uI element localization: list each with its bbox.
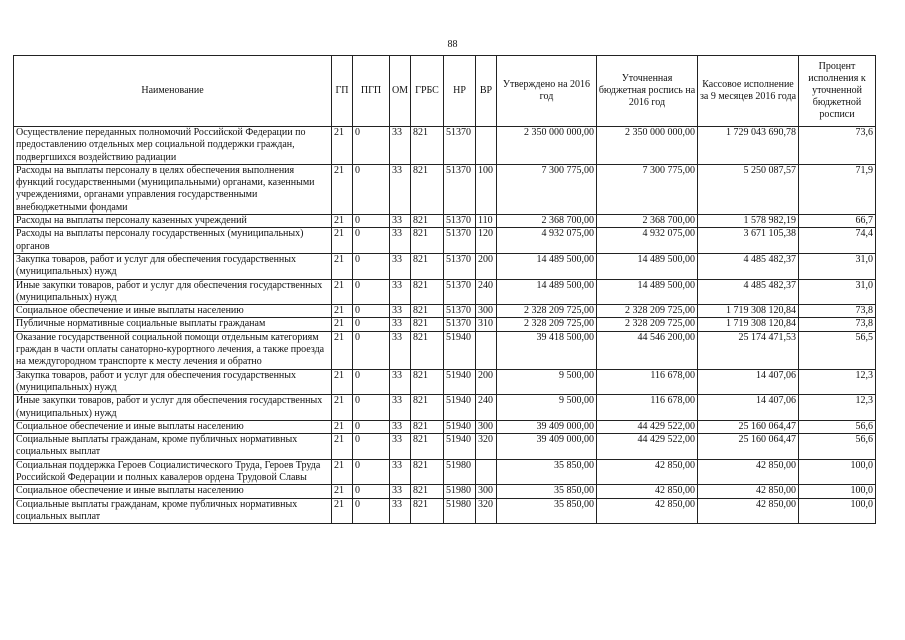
cell-name: Иные закупки товаров, работ и услуг для обеспечения государственных (муниципальных) нужд (14, 279, 332, 305)
cell-cash: 4 485 482,37 (698, 253, 799, 279)
cell-vr: 200 (476, 253, 497, 279)
cell-nr: 51370 (444, 228, 476, 254)
cell-cash: 1 719 308 120,84 (698, 305, 799, 318)
cell-vr: 240 (476, 395, 497, 421)
cell-percent: 66,7 (799, 215, 876, 228)
cell-nr: 51370 (444, 253, 476, 279)
cell-gp: 21 (332, 215, 353, 228)
table-row (14, 498, 876, 524)
cell-pgp: 0 (353, 485, 390, 498)
cell-approved: 35 850,00 (497, 459, 597, 485)
header-pgp: ПГП (353, 56, 390, 127)
cell-approved: 39 418 500,00 (497, 331, 597, 369)
cell-refined: 14 489 500,00 (597, 279, 698, 305)
cell-cash: 1 578 982,19 (698, 215, 799, 228)
cell-refined: 44 546 200,00 (597, 331, 698, 369)
cell-refined: 14 489 500,00 (597, 253, 698, 279)
cell-pgp: 0 (353, 434, 390, 460)
cell-om: 33 (390, 420, 411, 433)
cell-vr: 320 (476, 434, 497, 460)
cell-name: Социальное обеспечение и иные выплаты населению (14, 485, 332, 498)
cell-om: 33 (390, 318, 411, 331)
cell-gp: 21 (332, 434, 353, 460)
cell-approved: 2 350 000 000,00 (497, 127, 597, 165)
cell-om: 33 (390, 228, 411, 254)
cell-name: Социальные выплаты гражданам, кроме публичных нормативных социальных выплат (14, 498, 332, 524)
cell-grbs: 821 (411, 485, 444, 498)
cell-approved: 2 328 209 725,00 (497, 305, 597, 318)
cell-approved: 9 500,00 (497, 369, 597, 395)
cell-gp: 21 (332, 395, 353, 421)
cell-vr: 120 (476, 228, 497, 254)
cell-nr: 51370 (444, 127, 476, 165)
cell-grbs: 821 (411, 420, 444, 433)
cell-pgp: 0 (353, 318, 390, 331)
table-row (14, 228, 876, 254)
cell-refined: 2 368 700,00 (597, 215, 698, 228)
cell-pgp: 0 (353, 331, 390, 369)
table-header-row (14, 56, 876, 127)
cell-name: Расходы на выплаты персоналу в целях обеспечения выполнения функций государственными (муниципальными) органами, казенными учреждениями, органами управления государственными внебюджетными фондами (14, 164, 332, 214)
cell-percent: 12,3 (799, 369, 876, 395)
cell-gp: 21 (332, 228, 353, 254)
cell-gp: 21 (332, 305, 353, 318)
cell-refined: 4 932 075,00 (597, 228, 698, 254)
cell-gp: 21 (332, 369, 353, 395)
cell-pgp: 0 (353, 164, 390, 214)
header-grbs: ГРБС (411, 56, 444, 127)
header-nr: НР (444, 56, 476, 127)
cell-name: Социальное обеспечение и иные выплаты населению (14, 305, 332, 318)
cell-name: Осуществление переданных полномочий Российской Федерации по предоставлению отдельных мер социальной поддержки граждан, подвергшихся воздействию радиации (14, 127, 332, 165)
cell-vr (476, 331, 497, 369)
cell-pgp: 0 (353, 459, 390, 485)
cell-vr: 300 (476, 485, 497, 498)
cell-pgp: 0 (353, 215, 390, 228)
cell-refined: 2 328 209 725,00 (597, 318, 698, 331)
cell-name: Закупка товаров, работ и услуг для обеспечения государственных (муниципальных) нужд (14, 369, 332, 395)
cell-grbs: 821 (411, 305, 444, 318)
cell-om: 33 (390, 253, 411, 279)
cell-grbs: 821 (411, 318, 444, 331)
header-approved: Утверждено на 2016 год (497, 56, 597, 127)
table-row (14, 127, 876, 165)
cell-refined: 116 678,00 (597, 369, 698, 395)
cell-refined: 2 328 209 725,00 (597, 305, 698, 318)
cell-grbs: 821 (411, 459, 444, 485)
cell-cash: 1 729 043 690,78 (698, 127, 799, 165)
header-name: Наименование (14, 56, 332, 127)
cell-name: Социальная поддержка Героев Социалистического Труда, Героев Труда Российской Федерации и полных кавалеров ордена Трудовой Славы (14, 459, 332, 485)
table-row (14, 434, 876, 460)
cell-refined: 7 300 775,00 (597, 164, 698, 214)
cell-gp: 21 (332, 459, 353, 485)
cell-pgp: 0 (353, 228, 390, 254)
cell-percent: 56,6 (799, 420, 876, 433)
cell-cash: 25 174 471,53 (698, 331, 799, 369)
cell-refined: 2 350 000 000,00 (597, 127, 698, 165)
cell-percent: 74,4 (799, 228, 876, 254)
cell-om: 33 (390, 434, 411, 460)
cell-gp: 21 (332, 253, 353, 279)
cell-gp: 21 (332, 127, 353, 165)
table-row (14, 395, 876, 421)
cell-gp: 21 (332, 164, 353, 214)
cell-gp: 21 (332, 498, 353, 524)
cell-pgp: 0 (353, 395, 390, 421)
table-row (14, 485, 876, 498)
cell-percent: 12,3 (799, 395, 876, 421)
cell-name: Публичные нормативные социальные выплаты гражданам (14, 318, 332, 331)
cell-gp: 21 (332, 279, 353, 305)
cell-grbs: 821 (411, 369, 444, 395)
cell-percent: 73,8 (799, 305, 876, 318)
cell-gp: 21 (332, 420, 353, 433)
cell-grbs: 821 (411, 164, 444, 214)
header-refined: Уточненная бюджетная роспись на 2016 год (597, 56, 698, 127)
header-gp: ГП (332, 56, 353, 127)
cell-cash: 5 250 087,57 (698, 164, 799, 214)
cell-refined: 42 850,00 (597, 498, 698, 524)
cell-vr: 100 (476, 164, 497, 214)
cell-percent: 31,0 (799, 253, 876, 279)
cell-nr: 51940 (444, 331, 476, 369)
cell-nr: 51940 (444, 395, 476, 421)
page-number: 88 (447, 39, 458, 50)
cell-gp: 21 (332, 331, 353, 369)
cell-cash: 3 671 105,38 (698, 228, 799, 254)
cell-pgp: 0 (353, 369, 390, 395)
cell-vr: 240 (476, 279, 497, 305)
cell-grbs: 821 (411, 253, 444, 279)
cell-name: Оказание государственной социальной помощи отдельным категориям граждан в части оплаты санаторно-курортного лечения, а также проезда на междугородном транспорте к месту лечения и обратно (14, 331, 332, 369)
cell-vr: 300 (476, 420, 497, 433)
cell-name: Расходы на выплаты персоналу казенных учреждений (14, 215, 332, 228)
cell-om: 33 (390, 127, 411, 165)
cell-grbs: 821 (411, 127, 444, 165)
cell-om: 33 (390, 164, 411, 214)
cell-cash: 1 719 308 120,84 (698, 318, 799, 331)
header-percent: Процент исполнения к уточненной бюджетной росписи (799, 56, 876, 127)
cell-refined: 42 850,00 (597, 459, 698, 485)
cell-om: 33 (390, 215, 411, 228)
cell-om: 33 (390, 485, 411, 498)
cell-percent: 100,0 (799, 498, 876, 524)
cell-nr: 51940 (444, 420, 476, 433)
cell-vr (476, 459, 497, 485)
cell-cash: 14 407,06 (698, 369, 799, 395)
table-row (14, 279, 876, 305)
cell-refined: 42 850,00 (597, 485, 698, 498)
cell-om: 33 (390, 369, 411, 395)
cell-nr: 51370 (444, 215, 476, 228)
table-body (14, 127, 876, 524)
cell-approved: 2 328 209 725,00 (497, 318, 597, 331)
cell-approved: 7 300 775,00 (497, 164, 597, 214)
cell-vr: 110 (476, 215, 497, 228)
cell-pgp: 0 (353, 420, 390, 433)
cell-nr: 51980 (444, 498, 476, 524)
cell-pgp: 0 (353, 127, 390, 165)
cell-name: Иные закупки товаров, работ и услуг для обеспечения государственных (муниципальных) нужд (14, 395, 332, 421)
table-row (14, 253, 876, 279)
cell-name: Социальное обеспечение и иные выплаты населению (14, 420, 332, 433)
cell-approved: 35 850,00 (497, 498, 597, 524)
cell-cash: 25 160 064,47 (698, 434, 799, 460)
cell-grbs: 821 (411, 434, 444, 460)
cell-grbs: 821 (411, 331, 444, 369)
cell-pgp: 0 (353, 279, 390, 305)
cell-cash: 4 485 482,37 (698, 279, 799, 305)
cell-cash: 42 850,00 (698, 485, 799, 498)
cell-cash: 42 850,00 (698, 498, 799, 524)
cell-cash: 25 160 064,47 (698, 420, 799, 433)
cell-approved: 4 932 075,00 (497, 228, 597, 254)
cell-refined: 116 678,00 (597, 395, 698, 421)
cell-vr (476, 127, 497, 165)
cell-nr: 51940 (444, 369, 476, 395)
cell-nr: 51370 (444, 318, 476, 331)
cell-cash: 42 850,00 (698, 459, 799, 485)
cell-approved: 2 368 700,00 (497, 215, 597, 228)
cell-vr: 200 (476, 369, 497, 395)
cell-vr: 310 (476, 318, 497, 331)
cell-gp: 21 (332, 318, 353, 331)
cell-om: 33 (390, 395, 411, 421)
cell-refined: 44 429 522,00 (597, 434, 698, 460)
cell-approved: 14 489 500,00 (497, 253, 597, 279)
header-om: ОМ (390, 56, 411, 127)
cell-om: 33 (390, 279, 411, 305)
cell-om: 33 (390, 331, 411, 369)
cell-percent: 73,8 (799, 318, 876, 331)
cell-approved: 9 500,00 (497, 395, 597, 421)
cell-nr: 51980 (444, 485, 476, 498)
cell-om: 33 (390, 305, 411, 318)
cell-nr: 51370 (444, 305, 476, 318)
cell-name: Социальные выплаты гражданам, кроме публичных нормативных социальных выплат (14, 434, 332, 460)
table-row (14, 331, 876, 369)
cell-percent: 100,0 (799, 459, 876, 485)
cell-grbs: 821 (411, 228, 444, 254)
header-cash: Кассовое исполнение за 9 месяцев 2016 года (698, 56, 799, 127)
cell-name: Расходы на выплаты персоналу государственных (муниципальных) органов (14, 228, 332, 254)
cell-approved: 39 409 000,00 (497, 434, 597, 460)
cell-nr: 51370 (444, 164, 476, 214)
cell-percent: 56,6 (799, 434, 876, 460)
header-vr: ВР (476, 56, 497, 127)
cell-cash: 14 407,06 (698, 395, 799, 421)
cell-percent: 31,0 (799, 279, 876, 305)
cell-pgp: 0 (353, 253, 390, 279)
cell-grbs: 821 (411, 215, 444, 228)
budget-execution-table (13, 55, 876, 524)
cell-refined: 44 429 522,00 (597, 420, 698, 433)
cell-percent: 71,9 (799, 164, 876, 214)
cell-approved: 39 409 000,00 (497, 420, 597, 433)
table-row (14, 459, 876, 485)
cell-percent: 100,0 (799, 485, 876, 498)
table-row (14, 318, 876, 331)
cell-name: Закупка товаров, работ и услуг для обеспечения государственных (муниципальных) нужд (14, 253, 332, 279)
cell-grbs: 821 (411, 498, 444, 524)
table-row (14, 215, 876, 228)
cell-percent: 73,6 (799, 127, 876, 165)
cell-gp: 21 (332, 485, 353, 498)
cell-vr: 320 (476, 498, 497, 524)
cell-grbs: 821 (411, 279, 444, 305)
cell-grbs: 821 (411, 395, 444, 421)
cell-nr: 51980 (444, 459, 476, 485)
cell-nr: 51370 (444, 279, 476, 305)
cell-percent: 56,5 (799, 331, 876, 369)
table-row (14, 164, 876, 214)
cell-approved: 35 850,00 (497, 485, 597, 498)
cell-vr: 300 (476, 305, 497, 318)
table-row (14, 305, 876, 318)
cell-om: 33 (390, 459, 411, 485)
cell-nr: 51940 (444, 434, 476, 460)
table-row (14, 369, 876, 395)
cell-pgp: 0 (353, 498, 390, 524)
cell-approved: 14 489 500,00 (497, 279, 597, 305)
table-row (14, 420, 876, 433)
cell-om: 33 (390, 498, 411, 524)
cell-pgp: 0 (353, 305, 390, 318)
